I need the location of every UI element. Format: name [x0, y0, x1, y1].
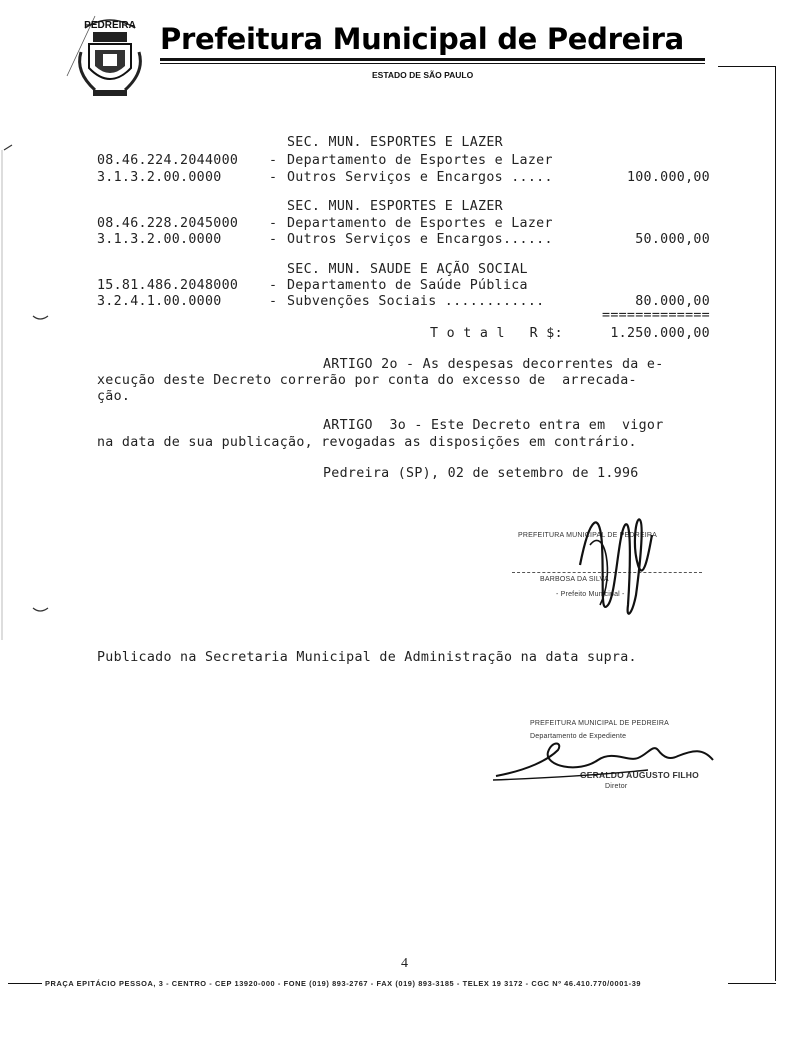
signature-2-dept: Departamento de Expediente [530, 733, 627, 740]
account-code-1: 3.1.3.2.00.0000 [97, 170, 222, 185]
department-1: Departamento de Esportes e Lazer [287, 153, 553, 168]
expense-description-3: Subvenções Sociais ............ [287, 294, 545, 309]
article-3-line-1: ARTIGO 3o - Este Decreto entra em vigor [323, 418, 664, 433]
footer-address: PRAÇA EPITÁCIO PESSOA, 3 - CENTRO - CEP 13920-000 - FONE (019) 893-2767 - FAX (019) 893-3185 - TELEX 19 3172 - CGC Nº 46.410.770/0001-39 [45, 979, 642, 988]
signature-2-name: GERALDO AUGUSTO FILHO [580, 770, 699, 780]
header-rule-top [160, 58, 705, 61]
handwritten-signature-2-icon [488, 730, 718, 790]
signature-2-org: PREFEITURA MUNICIPAL DE PEDREIRA [530, 720, 670, 727]
budget-code-2: 08.46.228.2045000 [97, 216, 239, 231]
margin-marks [0, 0, 60, 640]
frame-bottom-left [8, 983, 42, 984]
page-number: 4 [401, 956, 408, 971]
secretariat-label-3: SEC. MUN. SAUDE E AÇÃO SOCIAL [287, 262, 528, 277]
frame-bottom-right [728, 983, 776, 984]
department-3: Departamento de Saúde Pública [287, 278, 528, 293]
amount-3: 80.000,00 [635, 294, 710, 309]
secretariat-label-1: SEC. MUN. ESPORTES E LAZER [287, 135, 503, 150]
expense-description-1: Outros Serviços e Encargos ..... [287, 170, 553, 185]
signature-1-org: PREFEITURA MUNICIPAL DE PEDREIRA [518, 532, 658, 539]
secretariat-label-2: SEC. MUN. ESPORTES E LAZER [287, 199, 503, 214]
expense-description-2: Outros Serviços e Encargos...... [287, 232, 553, 247]
account-code-2: 3.1.3.2.00.0000 [97, 232, 222, 247]
frame-top-right [718, 66, 776, 67]
place-date: Pedreira (SP), 02 de setembro de 1.996 [323, 466, 639, 481]
article-3-line-2: na data de sua publicação, revogadas as disposições em contrário. [97, 435, 637, 450]
budget-code-1: 08.46.224.2044000 [97, 153, 239, 168]
dash-2a: - [269, 216, 278, 231]
frame-right [775, 66, 776, 981]
amount-2: 50.000,00 [635, 232, 710, 247]
page-title: Prefeitura Municipal de Pedreira [160, 22, 684, 56]
account-code-3: 3.2.4.1.00.0000 [97, 294, 222, 309]
signature-1-title: - Prefeito Municipal - [556, 591, 625, 598]
svg-text:PEDREIRA: PEDREIRA [84, 20, 136, 31]
department-2: Departamento de Esportes e Lazer [287, 216, 553, 231]
signature-1-name: BARBOSA DA SILVA [540, 576, 609, 583]
handwritten-signature-1-icon [570, 505, 660, 625]
article-2-line-3: ção. [97, 389, 131, 404]
total-label: T o t a l R $: [430, 326, 563, 341]
total-separator: ============= [602, 308, 710, 323]
dash-1b: - [269, 170, 278, 185]
article-2-line-1: ARTIGO 2o - As despesas decorrentes da e- [323, 357, 664, 372]
dash-1a: - [269, 153, 278, 168]
dash-3b: - [269, 294, 278, 309]
budget-code-3: 15.81.486.2048000 [97, 278, 239, 293]
header-rule-bottom [160, 63, 705, 64]
municipal-crest-icon [55, 6, 165, 106]
signature-2-title: Diretor [605, 783, 628, 790]
article-2-line-2: xecução deste Decreto correrão por conta do excesso de arrecada- [97, 373, 637, 388]
publication-note: Publicado na Secretaria Municipal de Administração na data supra. [97, 650, 637, 665]
dash-3a: - [269, 278, 278, 293]
state-label: ESTADO DE SÃO PAULO [372, 70, 474, 80]
dash-2b: - [269, 232, 278, 247]
amount-1: 100.000,00 [626, 170, 710, 185]
total-amount: 1.250.000,00 [610, 326, 710, 341]
